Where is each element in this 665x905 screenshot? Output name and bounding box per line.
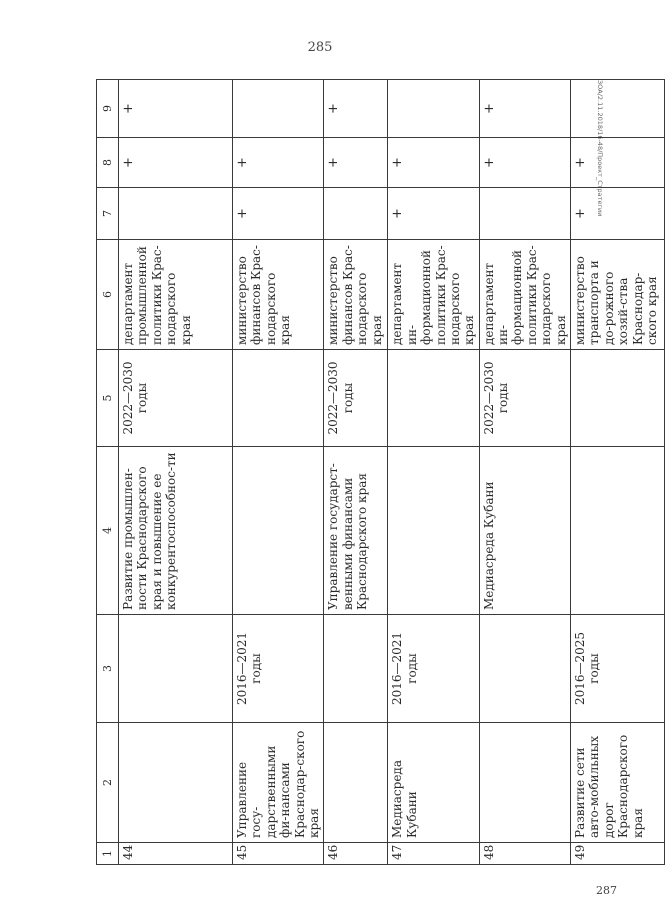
period-new: 2022—2030 годы xyxy=(324,350,388,447)
mark-col-9: + xyxy=(479,80,570,138)
program-name-new xyxy=(233,447,324,615)
table-row xyxy=(119,80,233,865)
row-number: 48 xyxy=(479,843,570,865)
mark-col-8: + xyxy=(479,138,570,188)
programs-table xyxy=(96,79,665,865)
table-row xyxy=(388,80,479,865)
period-new: 2022—2030 годы xyxy=(479,350,570,447)
responsible-body: министерство транспорта и до-рожного хозяй-ства Краснодар-ского края xyxy=(571,240,665,350)
period-old: 2016—2025 годы xyxy=(571,615,665,723)
document-code: ЗОА/2.11.2018/16-48/Проект_Стратегии xyxy=(596,80,604,217)
responsible-body: департамент ин-формационной политики Крас-нодарского края xyxy=(388,240,479,350)
header-cell-1: 1 xyxy=(97,843,119,865)
row-number: 47 xyxy=(388,843,479,865)
program-name-old xyxy=(119,723,233,843)
header-cell-3: 3 xyxy=(97,615,119,723)
page-number-top: 285 xyxy=(307,40,333,55)
table-row xyxy=(479,80,570,865)
period-old: 2016—2021 годы xyxy=(388,615,479,723)
mark-col-7 xyxy=(324,188,388,240)
page-number-bottom: 287 xyxy=(596,884,617,897)
program-name-new: Развитие промышлен-ности Краснодарского края и повышение ее конкурентоспособнос-ти xyxy=(119,447,233,615)
responsible-body: министерство финансов Крас-нодарского края xyxy=(233,240,324,350)
header-cell-9: 9 xyxy=(97,80,119,138)
responsible-body: департамент ин-формационной политики Крас-нодарского края xyxy=(479,240,570,350)
program-name-new xyxy=(388,447,479,615)
mark-col-7: + xyxy=(233,188,324,240)
period-new xyxy=(233,350,324,447)
program-name-new: Медиасреда Кубани xyxy=(479,447,570,615)
mark-col-9: + xyxy=(119,80,233,138)
table-row xyxy=(571,80,665,865)
period-old xyxy=(324,615,388,723)
row-number: 45 xyxy=(233,843,324,865)
program-name-new xyxy=(571,447,665,615)
mark-col-7 xyxy=(479,188,570,240)
row-number: 44 xyxy=(119,843,233,865)
program-name-old xyxy=(324,723,388,843)
header-cell-2: 2 xyxy=(97,723,119,843)
header-cell-5: 5 xyxy=(97,350,119,447)
program-name-new: Управление государст-венными финансами Краснодарского края xyxy=(324,447,388,615)
period-old xyxy=(119,615,233,723)
table-row xyxy=(324,80,388,865)
mark-col-8: + xyxy=(571,138,665,188)
header-cell-7: 7 xyxy=(97,188,119,240)
header-cell-8: 8 xyxy=(97,138,119,188)
mark-col-9 xyxy=(233,80,324,138)
program-name-old xyxy=(479,723,570,843)
mark-col-7 xyxy=(119,188,233,240)
program-name-old: Медиасреда Кубани xyxy=(388,723,479,843)
program-name-old: Управление госу-дарственными фи-нансами Краснодар-ского края xyxy=(233,723,324,843)
mark-col-9: + xyxy=(324,80,388,138)
mark-col-9 xyxy=(388,80,479,138)
header-cell-4: 4 xyxy=(97,447,119,615)
mark-col-7: + xyxy=(571,188,665,240)
period-old: 2016—2021 годы xyxy=(233,615,324,723)
period-old xyxy=(479,615,570,723)
row-number: 46 xyxy=(324,843,388,865)
responsible-body: министерство финансов Крас-нодарского края xyxy=(324,240,388,350)
mark-col-9 xyxy=(571,80,665,138)
mark-col-8: + xyxy=(324,138,388,188)
mark-col-7: + xyxy=(388,188,479,240)
mark-col-8: + xyxy=(119,138,233,188)
row-number: 49 xyxy=(571,843,665,865)
period-new xyxy=(571,350,665,447)
period-new xyxy=(388,350,479,447)
mark-col-8: + xyxy=(388,138,479,188)
period-new: 2022—2030 годы xyxy=(119,350,233,447)
responsible-body: департамент промышленной политики Крас-нодарского края xyxy=(119,240,233,350)
program-name-old: Развитие сети авто-мобильных дорог Краснодарского края xyxy=(571,723,665,843)
mark-col-8: + xyxy=(233,138,324,188)
programs-table-wrapper xyxy=(96,80,659,865)
header-row xyxy=(97,80,119,865)
header-cell-6: 6 xyxy=(97,240,119,350)
table-row xyxy=(233,80,324,865)
